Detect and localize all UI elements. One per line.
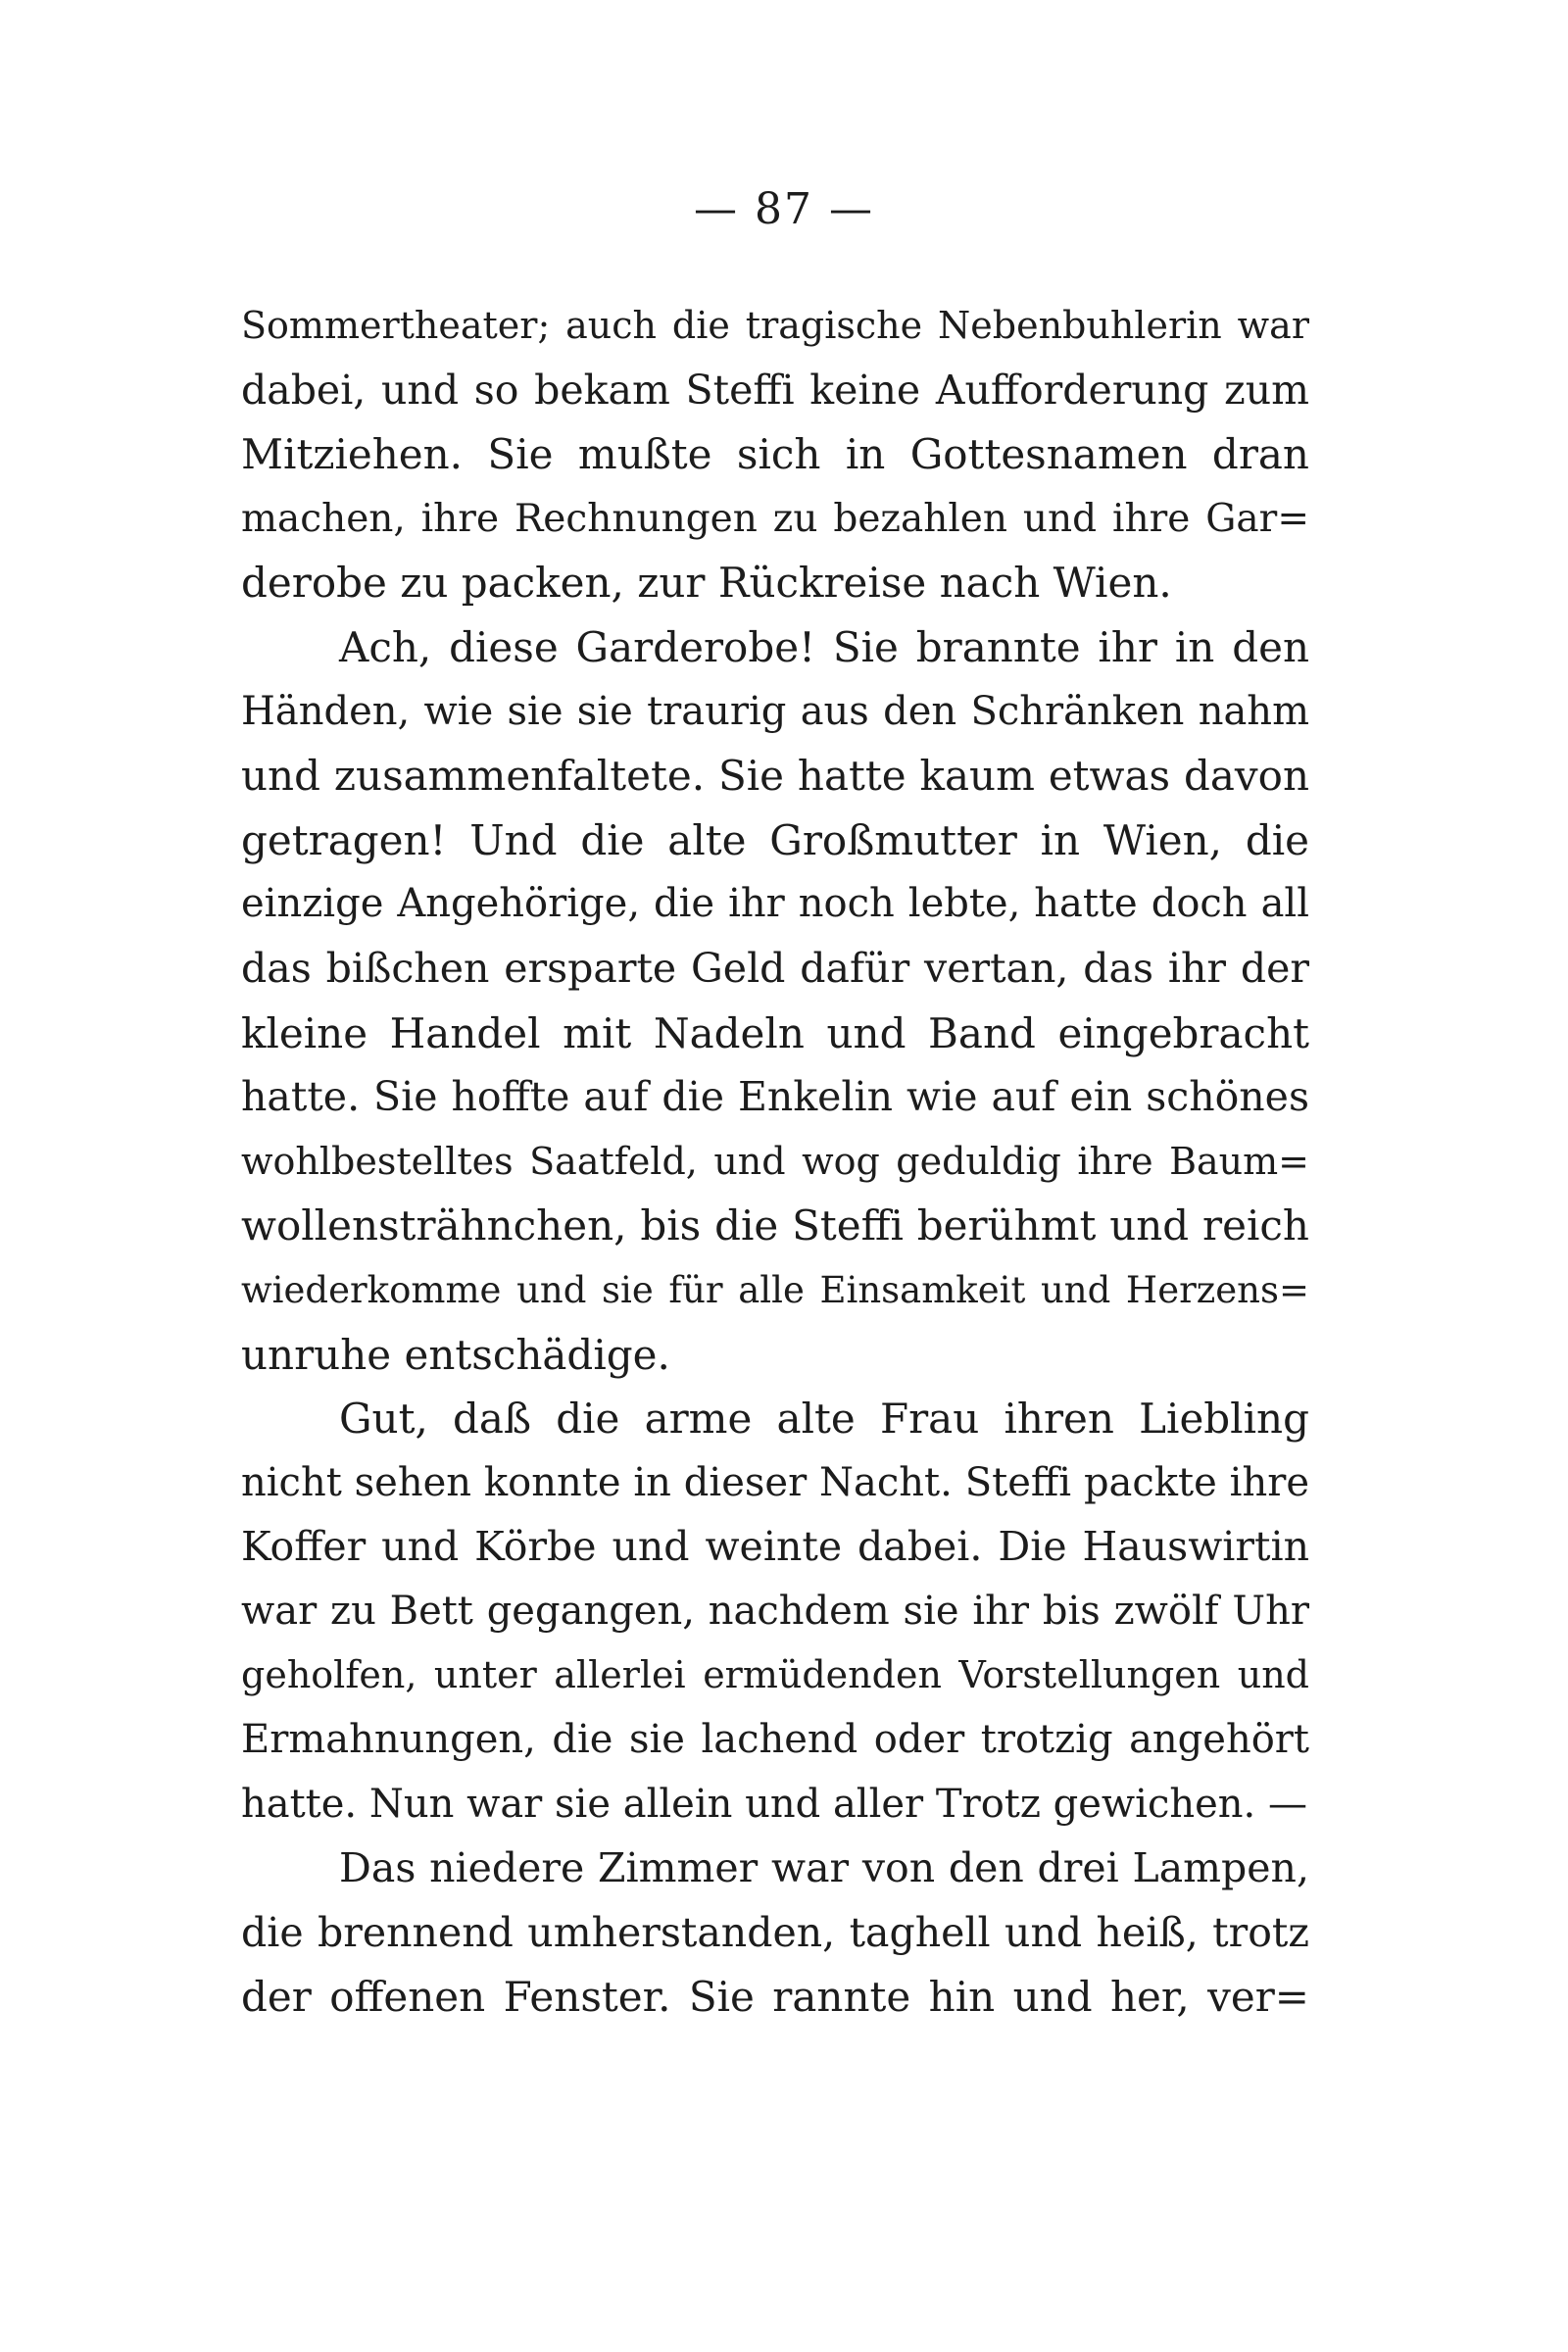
text-line: die brennend umherstanden, taghell und heiß, trotz: [241, 1908, 1309, 1956]
text-line: wollensträhnchen, bis die Steffi berühmt und reich: [241, 1201, 1309, 1250]
text-line: Händen, wie sie sie traurig aus den Schränken nahm: [241, 688, 1309, 734]
body-text: [241, 294, 1309, 2030]
text-line: machen, ihre Rechnungen zu bezahlen und ihre Gar=: [241, 496, 1309, 541]
text-line: war zu Bett gegangen, nachdem sie ihr bis zwölf Uhr: [241, 1588, 1309, 1634]
text-line: der offenen Fenster. Sie rannte hin und her, ver=: [241, 1973, 1309, 2022]
text-line: das bißchen ersparte Geld dafür vertan, das ihr der: [241, 944, 1309, 992]
text-line: wohlbestelltes Saatfeld, und wog geduldig ihre Baum=: [241, 1139, 1309, 1183]
text-line: Sommertheater; auch die tragische Nebenbuhlerin war: [241, 304, 1309, 347]
text-line: dabei, und so bekam Steffi keine Aufforderung zum: [241, 366, 1309, 414]
text-line: Koffer und Körbe und weinte dabei. Die Hauswirtin: [241, 1523, 1309, 1571]
text-line: hatte. Sie hoffte auf die Enkelin wie auf ein schönes: [241, 1073, 1309, 1121]
page-number: — 87 —: [694, 184, 874, 234]
text-line: derobe zu packen, zur Rückreise nach Wien.: [241, 559, 1172, 608]
text-line: getragen! Und die alte Großmutter in Wien, die: [241, 815, 1309, 864]
text-line: kleine Handel mit Nadeln und Band eingebracht: [241, 1008, 1309, 1057]
text-line: und zusammenfaltete. Sie hatte kaum etwas davon: [241, 752, 1309, 801]
text-line: Das niedere Zimmer war von den drei Lampen,: [339, 1844, 1309, 1892]
text-line: Ach, diese Garderobe! Sie brannte ihr in den: [339, 622, 1309, 671]
text-line: nicht sehen konnte in dieser Nacht. Steffi packte ihre: [241, 1459, 1309, 1505]
text-line: Gut, daß die arme alte Frau ihren Liebling: [339, 1395, 1309, 1444]
text-line: Ermahnungen, die sie lachend oder trotzig angehört: [241, 1717, 1309, 1763]
text-line: geholfen, unter allerlei ermüdenden Vorstellungen und: [241, 1653, 1309, 1697]
text-line: wiederkomme und sie für alle Einsamkeit und Herzens=: [241, 1268, 1309, 1311]
text-line: Mitziehen. Sie mußte sich in Gottesnamen dran: [241, 430, 1309, 479]
text-line: hatte. Nun war sie allein und aller Trotz gewichen. —: [241, 1781, 1307, 1827]
text-line: unruhe entschädige.: [241, 1330, 670, 1379]
text-line: einzige Angehörige, die ihr noch lebte, hatte doch all: [241, 881, 1309, 927]
